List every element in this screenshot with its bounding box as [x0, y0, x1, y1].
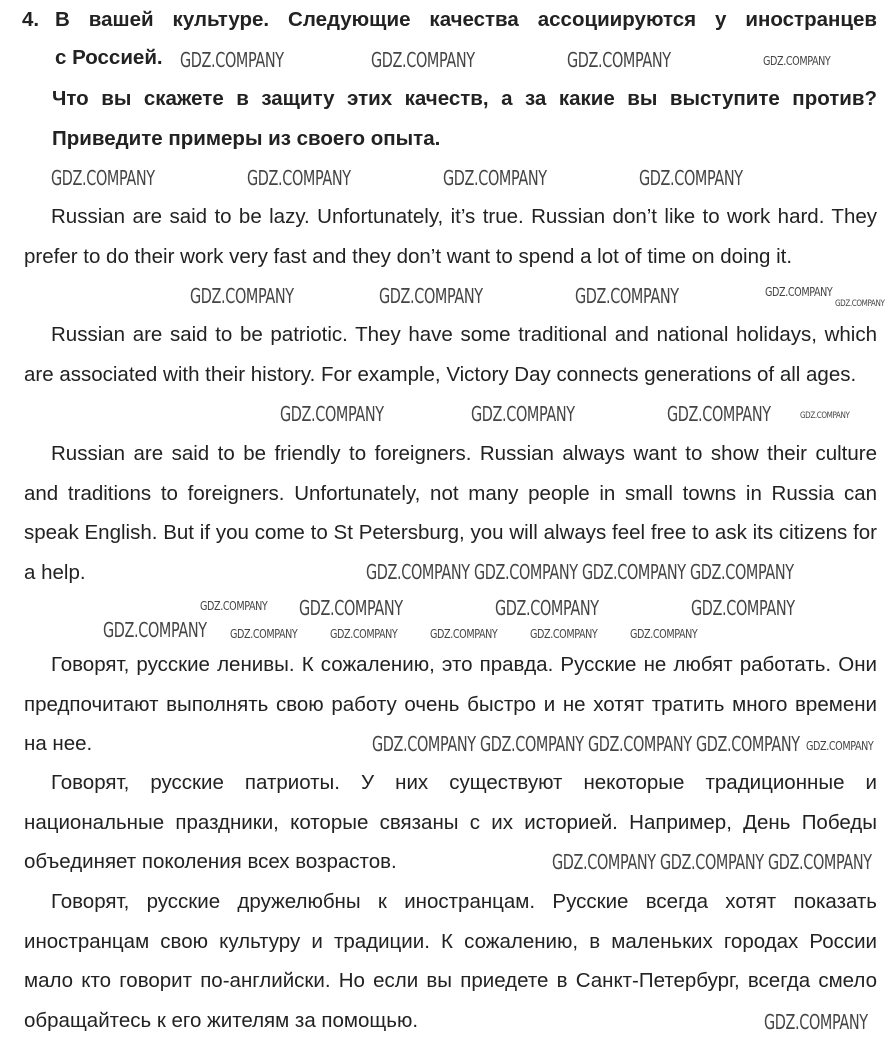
watermark: GDZ.COMPANY [495, 596, 599, 620]
watermark: GDZ.COMPANY [366, 560, 470, 584]
watermark: GDZ.COMPANY [443, 166, 547, 190]
watermark: GDZ.COMPANY [765, 285, 833, 299]
russian-paragraph-patriotic: Говорят, русские патриоты. У них существуют некоторые традиционные и национальные праздники, которые связаны с их историей. Например, День Победы объединяет поколения всех возрастов. [24, 771, 877, 873]
watermark: GDZ.COMPANY [103, 618, 207, 642]
task-title-continued: с Россией. [55, 46, 163, 69]
watermark: GDZ.COMPANY [190, 284, 294, 308]
english-paragraph-friendly: Russian are said to be friendly to foreigners. Russian always want to show their culture and traditions to foreigners. Unfortunately, not many people in small towns in Russia can speak English. But if you come to St Petersburg, you will always feel free to ask its citizens for a help. [24, 442, 877, 584]
watermark: GDZ.COMPANY [691, 596, 795, 620]
watermark: GDZ.COMPANY [696, 732, 800, 756]
watermark: GDZ.COMPANY [582, 560, 686, 584]
task-title: В вашей культуре. Следующие качества ассоциируются у иностранцев [55, 8, 877, 31]
watermark: GDZ.COMPANY [768, 850, 872, 874]
watermark: GDZ.COMPANY [567, 48, 671, 72]
watermark: GDZ.COMPANY [588, 732, 692, 756]
watermark: GDZ.COMPANY [764, 1010, 868, 1034]
watermark: GDZ.COMPANY [630, 627, 698, 641]
watermark: GDZ.COMPANY [372, 732, 476, 756]
watermark: GDZ.COMPANY [471, 402, 575, 426]
watermark: GDZ.COMPANY [474, 560, 578, 584]
watermark: GDZ.COMPANY [667, 402, 771, 426]
watermark: GDZ.COMPANY [480, 732, 584, 756]
watermark: GDZ.COMPANY [230, 627, 298, 641]
watermark: GDZ.COMPANY [379, 284, 483, 308]
watermark: GDZ.COMPANY [51, 166, 155, 190]
watermark: GDZ.COMPANY [280, 402, 384, 426]
watermark: GDZ.COMPANY [763, 54, 831, 68]
watermark: GDZ.COMPANY [575, 284, 679, 308]
watermark: GDZ.COMPANY [200, 599, 268, 613]
watermark: GDZ.COMPANY [180, 48, 284, 72]
watermark: GDZ.COMPANY [660, 850, 764, 874]
watermark: GDZ.COMPANY [835, 299, 885, 309]
watermark: GDZ.COMPANY [530, 627, 598, 641]
watermark: GDZ.COMPANY [430, 627, 498, 641]
watermark: GDZ.COMPANY [639, 166, 743, 190]
russian-paragraph-friendly: Говорят, русские дружелюбны к иностранцам. Русские всегда хотят показать иностранцам свою культуру и традиции. К сожалению, в маленьких городах России мало кто говорит по-английски. Но если вы приедете в Санкт-Петербург, всегда смело обращайтесь к его жителям за помощью. [24, 890, 877, 1032]
english-paragraph-lazy: Russian are said to be lazy. Unfortunately, it’s true. Russian don’t like to work hard. They prefer to do their work very fast and they don’t want to spend a lot of time on doing it. [24, 205, 877, 268]
task-number: 4. [22, 8, 40, 31]
watermark: GDZ.COMPANY [299, 596, 403, 620]
watermark: GDZ.COMPANY [371, 48, 475, 72]
watermark: GDZ.COMPANY [800, 411, 850, 421]
watermark: GDZ.COMPANY [806, 739, 874, 753]
watermark: GDZ.COMPANY [247, 166, 351, 190]
watermark: GDZ.COMPANY [330, 627, 398, 641]
english-paragraph-patriotic: Russian are said to be patriotic. They have some traditional and national holidays, which are associated with their history. For example, Victory Day connects generations of all ages. [24, 323, 877, 386]
watermark: GDZ.COMPANY [552, 850, 656, 874]
task-question: Что вы скажете в защиту этих качеств, а за какие вы выступите против? Приведите примеры из своего опыта. [52, 87, 877, 150]
watermark: GDZ.COMPANY [690, 560, 794, 584]
russian-paragraph-lazy: Говорят, русские ленивы. К сожалению, это правда. Русские не любят работать. Они предпочитают выполнять свою работу очень быстро и не хотят тратить много времени на нее. [24, 653, 877, 755]
